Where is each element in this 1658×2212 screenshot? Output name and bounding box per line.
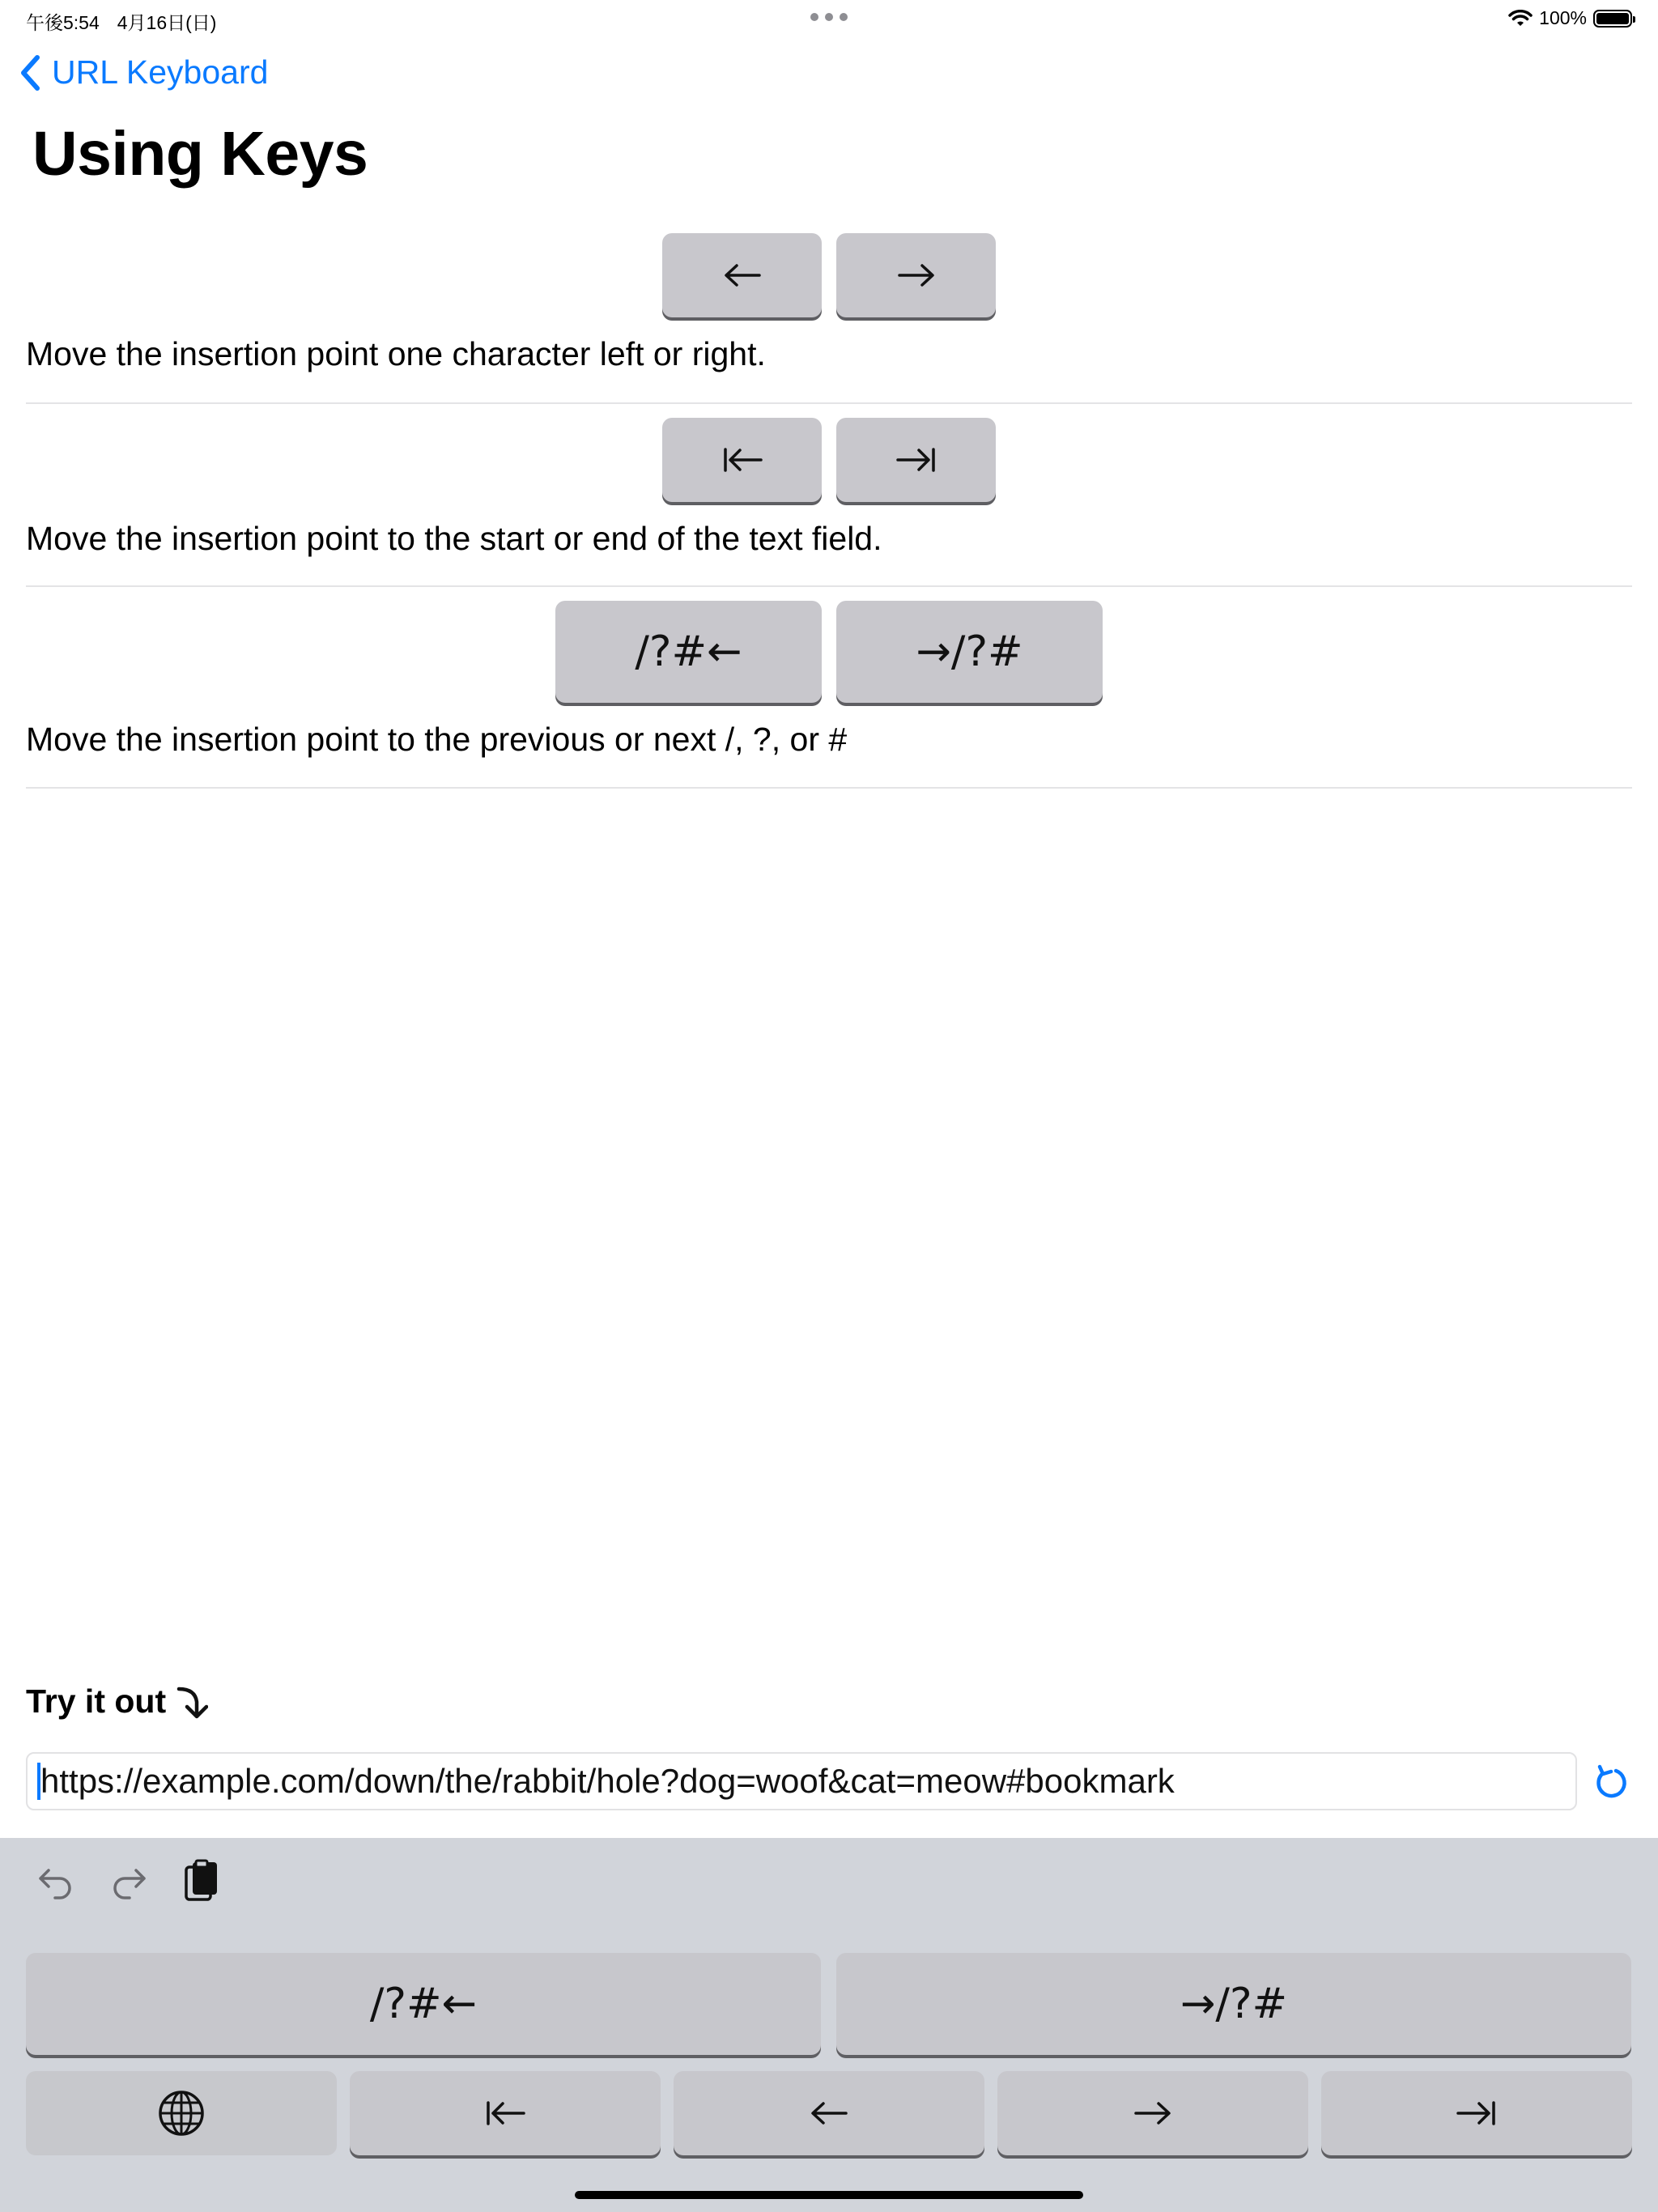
next-delimiter-key[interactable]: →/?# <box>836 1953 1631 2055</box>
undo-icon[interactable] <box>37 1864 74 1901</box>
right-arrow-key[interactable] <box>997 2071 1308 2155</box>
status-time-date <box>26 8 234 35</box>
line-end-key[interactable] <box>1321 2071 1632 2155</box>
paste-icon[interactable] <box>183 1859 220 1904</box>
previous-delimiter-key[interactable]: /?#← <box>26 1953 821 2055</box>
arrow-to-end-icon <box>896 447 937 473</box>
battery-percent: 100% <box>1539 7 1587 28</box>
next-delimiter-key-example[interactable]: →/?# <box>836 601 1103 703</box>
arrow-right-icon <box>898 263 935 287</box>
section-description-2: Move the insertion point to the start or end of the text field. <box>26 520 882 557</box>
status-date: 4月16日(日) <box>117 12 217 33</box>
page-title: Using Keys <box>32 119 368 189</box>
section-description-3: Move the insertion point to the previous or next /, ?, or # <box>26 721 848 758</box>
back-button-label: URL Keyboard <box>52 53 269 91</box>
status-time: 午後5:54 <box>26 12 100 33</box>
arrow-right-icon <box>1134 2101 1171 2125</box>
section-description-1: Move the insertion point one character left or right. <box>26 335 766 372</box>
multitasking-dots-icon[interactable] <box>810 13 848 21</box>
status-right <box>1508 7 1632 29</box>
arrow-to-start-icon <box>722 447 763 473</box>
divider <box>26 585 1632 587</box>
arrow-turn-down-icon <box>176 1684 208 1720</box>
chevron-left-icon <box>19 54 40 91</box>
wifi-icon <box>1508 10 1533 28</box>
left-arrow-key-example[interactable] <box>662 233 822 317</box>
previous-delimiter-key-example[interactable]: /?#← <box>555 601 822 703</box>
divider <box>26 402 1632 404</box>
status-bar <box>0 0 1658 40</box>
arrow-to-end-icon <box>1456 2100 1497 2126</box>
url-text-field[interactable] <box>26 1752 1577 1810</box>
right-arrow-key-example[interactable] <box>836 233 996 317</box>
line-end-key-example[interactable] <box>836 418 996 502</box>
globe-icon <box>157 2089 206 2138</box>
battery-icon <box>1593 10 1632 28</box>
try-it-out-label: Try it out <box>26 1682 167 1720</box>
back-button[interactable] <box>19 53 268 91</box>
divider <box>26 787 1632 789</box>
try-it-out-heading <box>26 1682 208 1721</box>
url-text-value: https://example.com/down/the/rabbit/hole?dog=woof&cat=meow#bookmark <box>40 1762 1175 1800</box>
arrow-left-icon <box>810 2101 848 2125</box>
globe-key[interactable] <box>26 2071 337 2155</box>
arrow-to-start-icon <box>485 2100 525 2126</box>
line-start-key[interactable] <box>350 2071 661 2155</box>
home-indicator[interactable] <box>575 2191 1083 2199</box>
url-keyboard <box>0 1838 1658 2212</box>
line-start-key-example[interactable] <box>662 418 822 502</box>
reset-icon[interactable] <box>1592 1763 1630 1802</box>
redo-icon[interactable] <box>110 1864 147 1901</box>
arrow-left-icon <box>724 263 761 287</box>
left-arrow-key[interactable] <box>674 2071 984 2155</box>
